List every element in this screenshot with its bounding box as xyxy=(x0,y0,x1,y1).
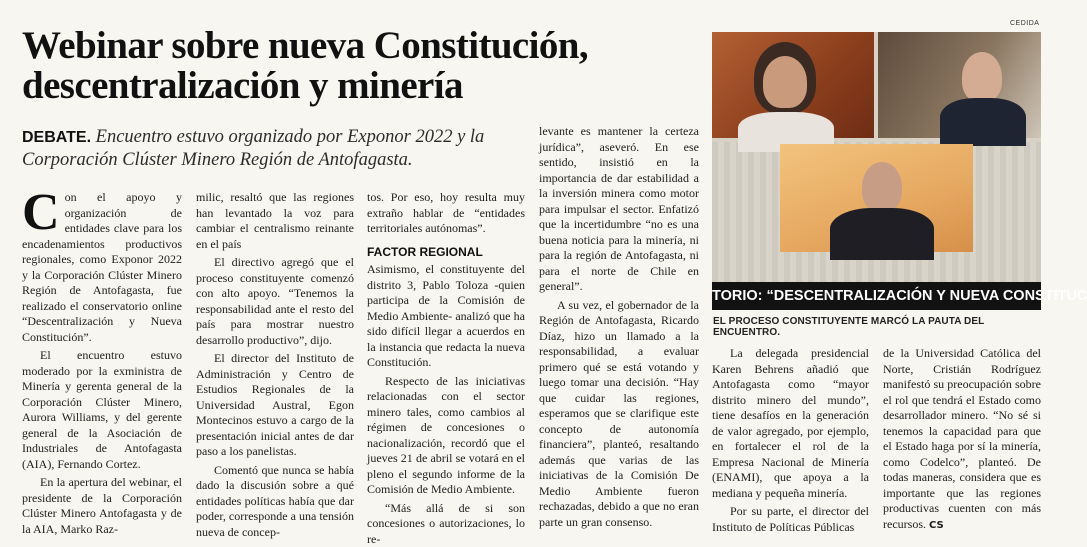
column-5 xyxy=(712,346,869,535)
headline xyxy=(22,26,702,106)
paragraph: Por su parte, el director del Instituto de Políticas Públicas xyxy=(712,504,869,535)
person-body-icon xyxy=(830,208,934,260)
paragraph: tos. Por eso, hoy resulta muy extraño hablar de “entidades territoriales autónomas”. xyxy=(367,190,525,237)
paragraph: milic, resaltó que las regiones han levantado la voz para cambiar el centralismo reinante en el país xyxy=(196,190,354,252)
person-body-icon xyxy=(940,98,1026,146)
paragraph: El directivo agregó que el proceso constituyente comenzó con alto apoyo. “Tenemos la responsabilidad ante el resto del país para mostrar nuestro desarrollo productivo”, dijo. xyxy=(196,255,354,348)
photo-credit: CEDIDA xyxy=(1010,20,1039,27)
column-2 xyxy=(196,190,354,540)
webinar-photo xyxy=(712,32,1041,310)
paragraph: Comentó que nunca se había dado la discusión sobre a qué entidades políticas había que dar poder, corresponde a una tensión nueva de concep- xyxy=(196,463,354,541)
subhead: FACTOR REGIONAL xyxy=(367,245,525,261)
lede-text: Encuentro estuvo organizado por Exponor 2022 y la Corporación Clúster Minero Región de Antofagasta. xyxy=(22,127,484,170)
drop-cap: C xyxy=(22,192,60,234)
paragraph: Asimismo, el constituyente del distrito 3, Pablo Toloza -quien participa de la Comisión de Medio Ambiente- analizó que ha sido difícil llegar a acuerdos en la instancia que redacta la nueva Constitución. xyxy=(367,262,525,371)
video-tile-panelist-man xyxy=(878,32,1041,138)
paragraph: La delegada presidencial Karen Behrens añadió que Antofagasta como “mayor distrito minero del mundo”, tiene desafíos en la generación de valor agregado, por ejemplo, en fortalecer el rol de la Empresa Nacional de Minería (ENAMI), que apoya a la mediana y pequeña minería. xyxy=(712,346,869,501)
lede-kicker: DEBATE. xyxy=(22,129,91,146)
video-tile-panelist-woman xyxy=(712,32,874,138)
column-4 xyxy=(539,124,699,530)
paragraph: “Más allá de si son concesiones o autorizaciones, lo re- xyxy=(367,501,525,547)
headline-line-1: Webinar sobre nueva Constitución, xyxy=(22,24,588,67)
paragraph xyxy=(22,190,182,345)
column-3 xyxy=(367,190,525,547)
paragraph: A su vez, el gobernador de la Región de Antofagasta, Ricardo Díaz, hizo un llamado a la responsabilidad, a evaluar primero qué se está votando y luego tomar una decisión. “Hay que cuidar las regiones, esperamos que se clarifique este concepto de autonomía financiera”, planteó, resaltando además que varias de las iniciativas de la Comisión De Medio Ambiente fueron rechazadas, debido a que no eran parte un gran consenso. xyxy=(539,298,699,531)
column-1 xyxy=(22,190,182,537)
person-face-icon xyxy=(763,56,807,108)
paragraph xyxy=(883,346,1041,533)
paragraph: levante es mantener la certeza jurídica”, aseveró. En ese sentido, insistió en la importancia de dar estabilidad a la inversión minera como motor para impulsar el sector. Enfatizó que la incertidumbre “no es una buena noticia para la minería, ni para la región de Antofagasta, ni para el norte de Chile en general”. xyxy=(539,124,699,295)
paragraph-text: de la Universidad Católica del Norte, Cristián Rodríguez manifestó su preocupación sobre el rol que tendrá el Estado como desarrollador minero. “No sé si tenemos la capacidad para que el Estado haga por sí la minería, como Codelco”, planteó. De todas maneras, considera que es importante que las regiones productivas cuenten con más recursos. xyxy=(883,346,1041,531)
lede xyxy=(22,126,522,172)
paragraph: El encuentro estuvo moderado por la exministra de Minería y gerenta general de la Corporación Clúster Minero, Aurora Williams, y del gerente general de la Asociación de Industriales de Antofagasta (AIA), Fernando Cortez. xyxy=(22,348,182,472)
person-face-icon xyxy=(862,162,902,212)
headline-line-2: descentralización y minería xyxy=(22,64,463,107)
webinar-banner: TORIO: “DESCENTRALIZACIÓN Y NUEVA CONSTITUC xyxy=(712,282,1041,310)
photo-caption: EL PROCESO CONSTITUYENTE MARCÓ LA PAUTA DEL ENCUENTRO. xyxy=(713,316,1043,338)
person-face-icon xyxy=(962,52,1002,102)
paragraph: En la apertura del webinar, el presidente de la Corporación Clúster Minero Antofagasta y de la AIA, Marko Raz- xyxy=(22,475,182,537)
column-6 xyxy=(883,346,1041,533)
paragraph-text: on el apoyo y organización de entidades clave para los encadenamientos productivos regionales, como Exponor 2022 y la Corporación Clúster Minero Región de Antofagasta, fue realizado el conservatorio online “Descentralización y Nueva Constitución”. xyxy=(22,190,182,344)
paragraph: Respecto de las iniciativas relacionadas con el sector minero tales, como cambios al régimen de concesiones o nacionalización, recordó que el jueves 21 de abril se votará en el pleno el segundo informe de la Comisión de Medio Ambiente. xyxy=(367,374,525,498)
end-mark: CS xyxy=(929,520,944,531)
paragraph: El director del Instituto de Administración y Centro de Estudios Regionales de la Universidad Austral, Egon Montecinos estuvo a cargo de la presentación inicial antes de dar paso a los panelistas. xyxy=(196,351,354,460)
video-tile-speaker xyxy=(780,144,973,252)
